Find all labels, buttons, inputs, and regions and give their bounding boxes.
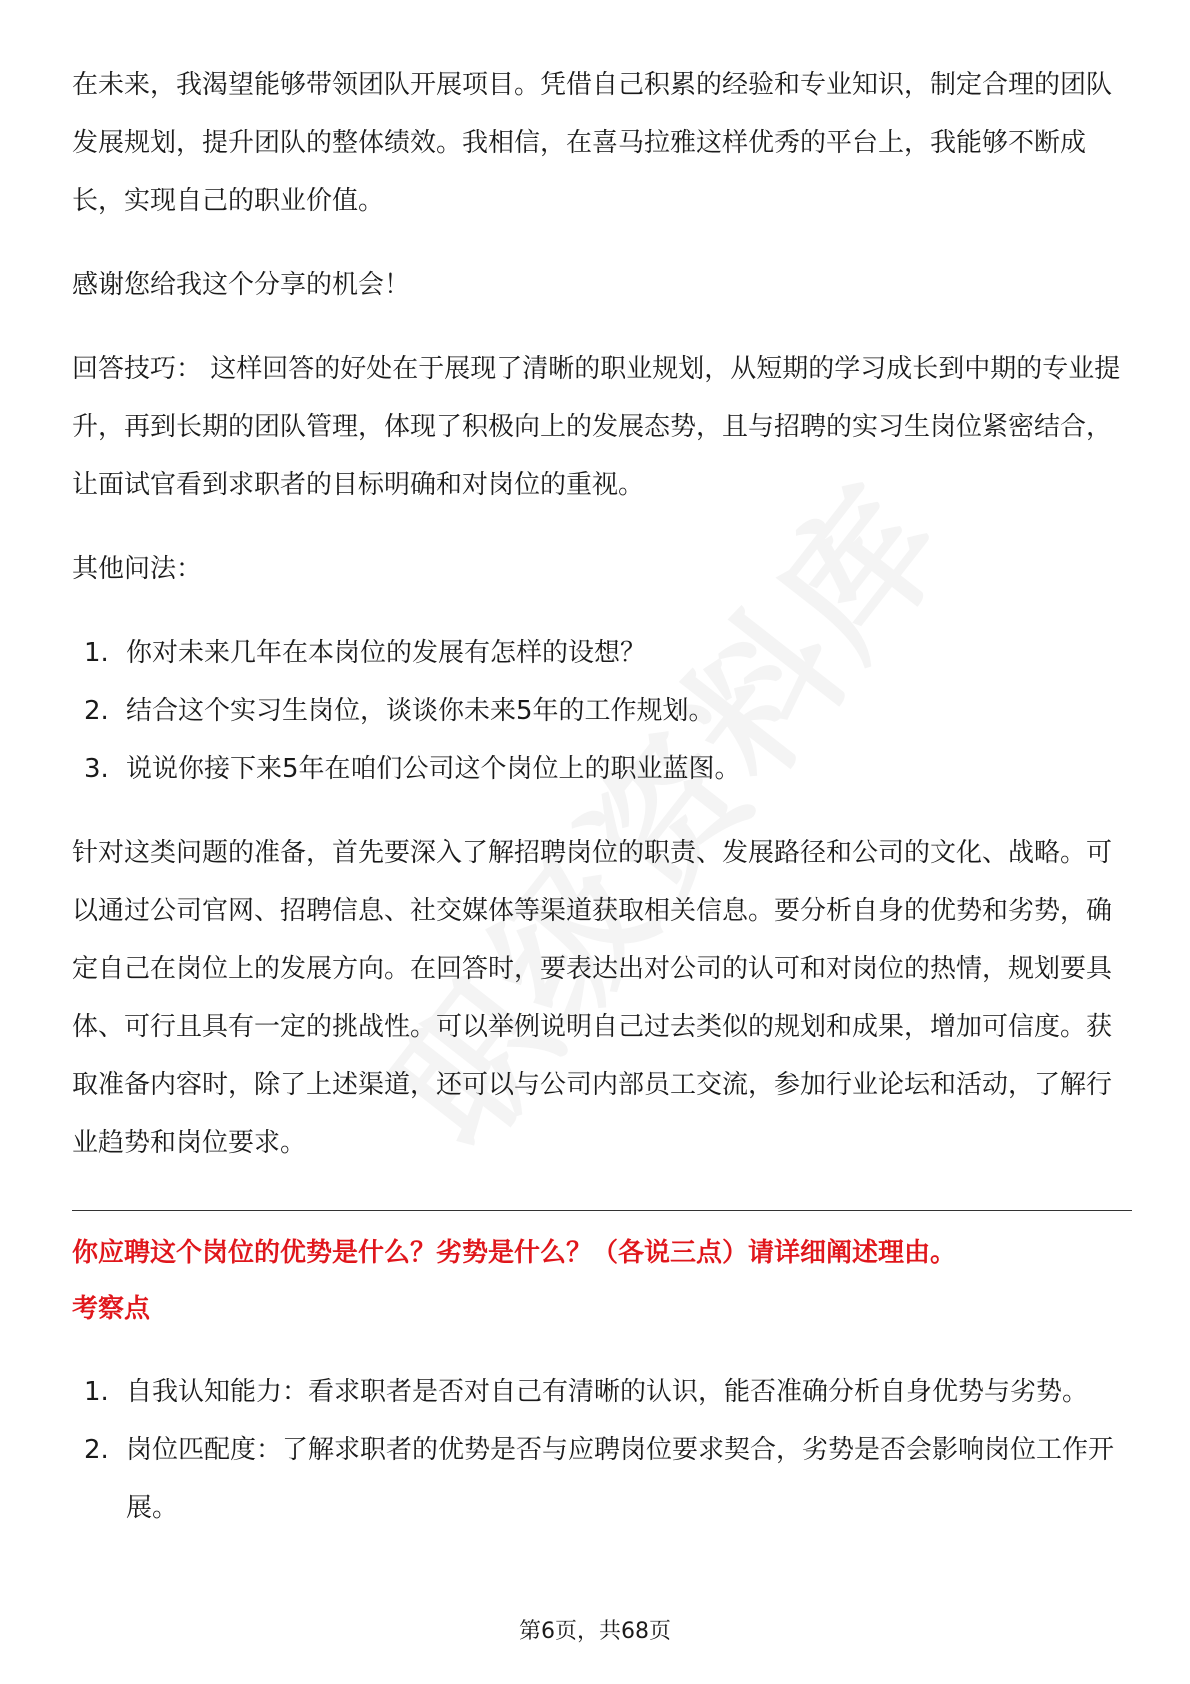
focus-heading: 考察点 [72, 1294, 151, 1324]
list-item: 1. 你对未来几年在本岗位的发展有怎样的设想？ [84, 638, 647, 668]
paragraph-preparation: 针对这类问题的准备，首先要深入了解招聘岗位的职责、发展路径和公司的文化、战略。可以通过公司官网、招聘信息、社交媒体等渠道获取相关信息。要分析自身的优势和劣势，确定自己在岗位上的发展方向。在回答时，要表达出对公司的认可和对岗位的热情，规划要具体、可行且具有一定的挑战性。可以举例说明自己过去类似的规划和成果，增加可信度。获取准备内容时，除了上述渠道，还可以与公司内部员工交流，参加行业论坛和活动，了解行业趋势和岗位要求。 [72, 838, 1113, 1158]
paragraph-future-plan: 在未来，我渴望能够带领团队开展项目。凭借自己积累的经验和专业知识，制定合理的团队发展规划，提升团队的整体绩效。我相信，在喜马拉雅这样优秀的平台上，我能够不断成长，实现自己的职业价值。 [72, 70, 1113, 216]
paragraph-thanks: 感谢您给我这个分享的机会！ [72, 270, 411, 300]
section-divider [72, 1210, 1132, 1211]
other-questions-heading: 其他问法： [72, 554, 203, 584]
question-title: 你应聘这个岗位的优势是什么？劣势是什么？（各说三点）请详细阐述理由。 [72, 1238, 957, 1268]
page-footer: 第6页，共68页 [519, 1619, 671, 1644]
document-page [72, 56, 1132, 1537]
list-item: 1. 自我认知能力：看求职者是否对自己有清晰的认识，能否准确分析自身优势与劣势。 [84, 1377, 1089, 1407]
list-item: 2. 岗位匹配度：了解求职者的优势是否与应聘岗位要求契合，劣势是否会影响岗位工作开展。 [84, 1435, 1115, 1523]
other-questions-list [72, 624, 1132, 798]
focus-points-list [72, 1363, 1132, 1537]
list-item: 3. 说说你接下来5年在咱们公司这个岗位上的职业蓝图。 [84, 754, 741, 784]
list-item: 2. 结合这个实习生岗位，谈谈你未来5年的工作规划。 [84, 696, 715, 726]
paragraph-answer-tips: 回答技巧： 这样回答的好处在于展现了清晰的职业规划，从短期的学习成长到中期的专业提升，再到长期的团队管理，体现了积极向上的发展态势，且与招聘的实习生岗位紧密结合，让面试官看到求职者的目标明确和对岗位的重视。 [72, 354, 1121, 500]
